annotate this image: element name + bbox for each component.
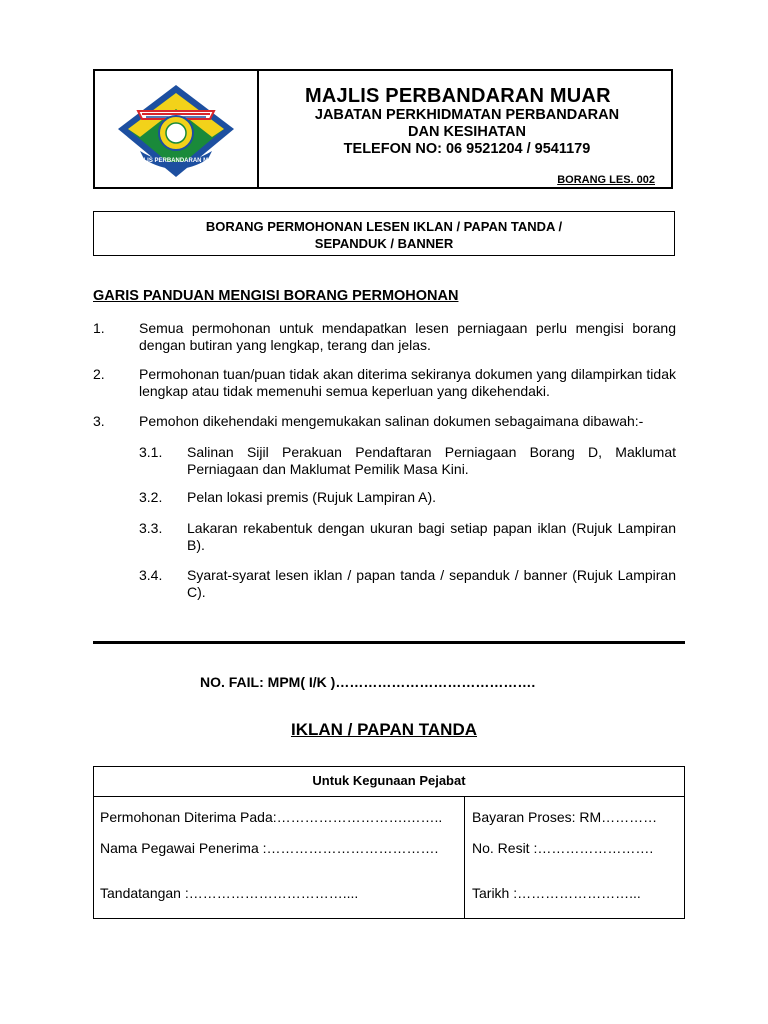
subitem-number: 3.4. [139, 567, 163, 583]
subitem-text: Syarat-syarat lesen iklan / papan tanda / sepanduk / banner (Rujuk Lampiran C). [187, 567, 676, 600]
office-column-divider [464, 796, 465, 918]
guideline-number: 2. [93, 366, 105, 382]
form-title-line1: BORANG PERMOHONAN LESEN IKLAN / PAPAN TANDA / [205, 219, 563, 234]
office-use-table [93, 766, 685, 919]
officer-name-field: Nama Pegawai Penerima :………………………………. [100, 840, 439, 856]
guideline-number: 1. [93, 320, 105, 336]
department-line2: DAN KESIHATAN [408, 124, 526, 140]
guideline-text: Permohonan tuan/puan tidak akan diterima sekiranya dokumen yang dilampirkan tidak lengkap atau tidak memenuhi semua keperluan yang dikehendaki. [139, 366, 676, 399]
subitem-text: Salinan Sijil Perakuan Pendaftaran Perniagaan Borang D, Maklumat Perniagaan dan Maklumat Pemilik Masa Kini. [187, 444, 676, 477]
subitem-number: 3.3. [139, 520, 163, 536]
subitem-number: 3.2. [139, 489, 163, 505]
council-logo-icon [116, 83, 236, 179]
logo-text: MAJLIS PERBANDARAN MUAR [130, 158, 222, 164]
logo-cell [95, 71, 259, 187]
guideline-text: Pemohon dikehendaki mengemukakan salinan dokumen sebagaimana dibawah:- [139, 413, 644, 429]
process-fee-field: Bayaran Proses: RM………… [472, 809, 658, 825]
office-use-heading: Untuk Kegunaan Pejabat [94, 767, 684, 797]
receipt-number-field: No. Resit :……………………. [472, 840, 654, 856]
section-divider [93, 641, 685, 644]
signature-field: Tandatangan :…………………………….... [100, 885, 359, 901]
form-title-line2: SEPANDUK / BANNER [314, 236, 454, 251]
form-title-box [93, 211, 675, 256]
file-number: NO. FAIL: MPM( I/K )……………………………………. [200, 674, 536, 690]
council-name: MAJLIS PERBANDARAN MUAR [305, 85, 611, 107]
date-field: Tarikh :……………………... [472, 885, 641, 901]
form-code: BORANG LES. 002 [557, 174, 655, 186]
section-title: IKLAN / PAPAN TANDA [290, 720, 478, 739]
received-on-field: Permohonan Diterima Pada:……………………….…….. [100, 809, 443, 825]
guideline-text: Semua permohonan untuk mendapatkan lesen perniagaan perlu mengisi borang dengan butiran yang lengkap, terang dan jelas. [139, 320, 676, 353]
department-line1: JABATAN PERKHIDMATAN PERBANDARAN [314, 107, 620, 123]
guideline-number: 3. [93, 413, 105, 429]
header-box [93, 69, 673, 189]
phone-number: TELEFON NO: 06 9521204 / 9541179 [343, 141, 591, 157]
guidelines-title: GARIS PANDUAN MENGISI BORANG PERMOHONAN [93, 288, 459, 304]
subitem-number: 3.1. [139, 444, 163, 460]
subitem-text: Pelan lokasi premis (Rujuk Lampiran A). [187, 489, 436, 505]
subitem-text: Lakaran rekabentuk dengan ukuran bagi setiap papan iklan (Rujuk Lampiran B). [187, 520, 676, 553]
